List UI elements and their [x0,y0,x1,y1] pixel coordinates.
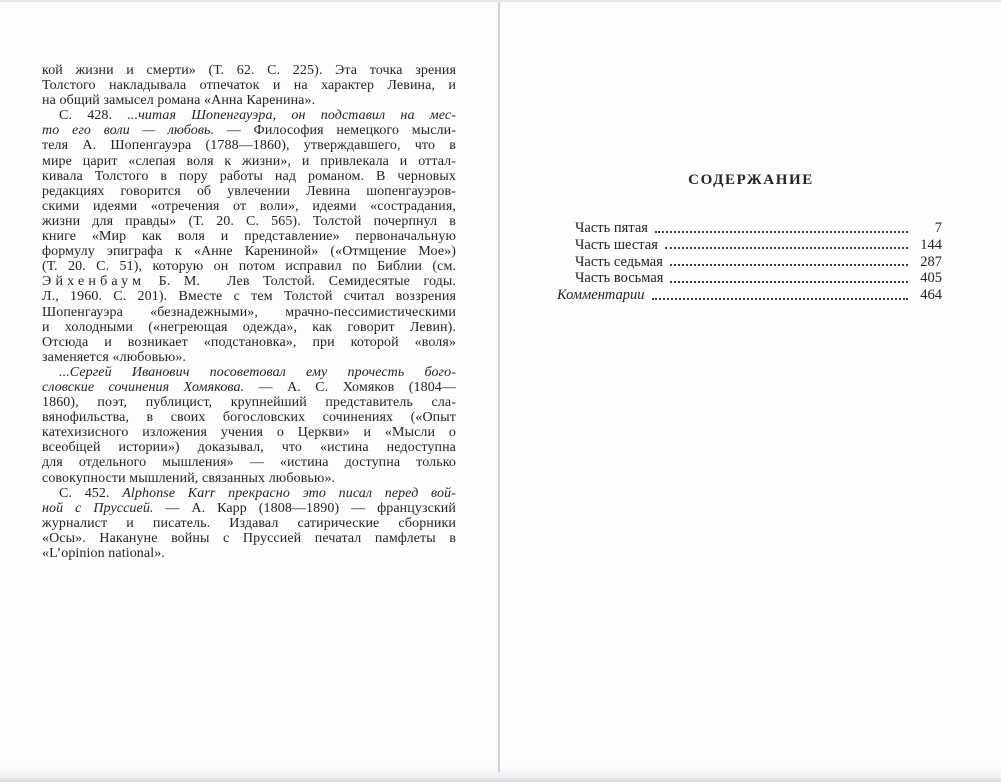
text-segment: — Философия немецкого мысли- [226,123,456,139]
text-line [42,305,456,320]
text-segment: формулу эпиграфа к «Анне Карениной» («Отмщение Мое») [42,244,456,260]
text-line [42,380,456,395]
text-segment: С. 428. [59,108,128,124]
left-page-text [42,63,456,561]
text-line [42,244,456,259]
text-segment: всеобщей истории») доказывал, что «истина недоступна [42,440,456,456]
text-segment: скими идеями «отречения от воли», идеями «сострадания, [42,198,456,214]
text-segment: Шопенгауэра «безнадежными», мрачно-пессимистическими [42,304,456,320]
italic-text-segment: ...читая Шопенгауэра, он подставил на мес- [127,108,456,124]
text-segment: и холодными («негреющая одежда», как говорит Левин). [42,319,456,335]
page-spine-divider [498,2,500,772]
text-line [42,93,456,108]
text-line [42,410,456,425]
text-segment: «L’opinion national». [42,546,165,561]
text-segment: кивала Толстого в пору работы над романом. В черновых [42,168,456,184]
text-segment: для отдельного мышления» — «истина доступна только [42,455,456,471]
dot-leader [655,231,908,233]
text-segment: на общий замысел романа «Анна Каренина». [42,93,316,109]
toc-row [557,288,942,303]
toc-entry-label: Часть шестая [575,236,658,253]
text-line [42,335,456,350]
italic-text-segment: словские сочинения Хомякова. [42,379,259,395]
text-segment: Толстого накладывала отпечаток и на характер Левина, и [42,78,456,94]
text-line [42,199,456,214]
text-line [42,78,456,93]
toc-list [557,221,942,305]
text-line [42,259,456,274]
italic-text-segment: ...Сергей Иванович посоветовал ему прочесть бого- [59,364,456,380]
text-line [42,289,456,304]
text-line [42,395,456,410]
text-segment: (Т. 20. С. 51), которую он потом исправил по Библии (см. [42,259,456,275]
text-line [42,274,456,289]
toc-entry-label: Часть восьмая [575,270,664,287]
bottom-edge-shadow [0,766,1001,782]
text-segment: журналист и писатель. Издавал сатирические сборники [42,515,456,531]
text-segment: 1860), поэт, публицист, крупнейший представитель сла- [42,395,456,411]
italic-text-segment: ной с Пруссией. [42,500,166,516]
toc-entry-label: Часть пятая [575,220,648,236]
text-segment: вянофильства, в своих богословских сочинениях («Опыт [42,410,456,426]
text-line [42,531,456,546]
italic-text-segment: то его воли — любовь. [42,123,227,139]
toc-row [557,255,942,270]
text-segment: Отсюда и возникает «подстановка», при которой «воля» [42,334,456,350]
left-page [0,0,500,782]
toc-row [557,221,942,236]
text-line [42,471,456,486]
dot-leader [670,281,908,283]
text-line [42,365,456,380]
text-line [42,501,456,516]
text-line [42,546,456,561]
text-segment: мире царит «слепая воля к жизни», и привлекала и оттал- [42,153,456,169]
text-line [42,108,456,123]
text-line [42,138,456,153]
text-line [42,350,456,365]
text-line [42,63,456,78]
text-line [42,214,456,229]
text-segment: Эйхенбаум [42,274,146,290]
text-line [42,440,456,455]
dot-leader [670,264,908,266]
toc-entry-label: Комментарии [557,287,645,304]
text-line [42,516,456,531]
toc-page-number: 287 [920,253,942,270]
text-line [42,320,456,335]
text-line [42,486,456,501]
text-line [42,455,456,470]
toc-row [557,271,942,286]
text-segment: теля А. Шопенгауэра (1788—1860), утверждавшего, что в [42,138,456,154]
text-segment: Б. М. Лев Толстой. Семидесятые годы. [145,274,456,290]
dot-leader [665,247,908,249]
text-segment: Л., 1960. С. 201). Вместе с тем Толстой считал воззрения [42,289,456,305]
text-line [42,425,456,440]
toc-page-number: 7 [934,220,942,236]
text-segment: заменяется «любовью». [42,349,187,365]
text-segment: — А. Карр (1808—1890) — французский [165,500,456,516]
toc-heading: СОДЕРЖАНИЕ [688,172,814,188]
text-line [42,229,456,244]
right-page [501,0,1001,782]
toc-row [557,238,942,253]
text-segment: книге «Мир как воля и представление» первоначальную [42,229,456,245]
text-line [42,169,456,184]
italic-text-segment: Alphonse Karr прекрасно это писал перед вой- [122,485,456,501]
text-segment: жизни для правды» (Т. 20. С. 565). Толстой почерпнул в [42,213,456,229]
text-segment: — А. С. Хомяков (1804— [258,379,456,395]
text-line [42,123,456,138]
text-line [42,184,456,199]
text-segment: кой жизни и смерти» (Т. 62. С. 225). Эта точка зрения [42,63,456,78]
toc-page-number: 144 [920,236,942,253]
toc-page-number: 464 [920,287,942,304]
text-segment: «Осы». Накануне войны с Пруссией печатал памфлеты в [42,530,456,546]
text-line [42,154,456,169]
toc-entry-label: Часть седьмая [575,253,663,270]
text-segment: редакциях говорится об увлечении Левина шопенгауэров- [42,183,456,199]
text-segment: катехизисного изложения учения о Церкви» и «Мысли о [42,425,456,441]
dot-leader [652,298,908,300]
text-segment: совокупности мышлений, связанных любовью». [42,470,336,486]
text-segment: С. 452. [59,485,123,501]
toc-page-number: 405 [920,270,942,287]
